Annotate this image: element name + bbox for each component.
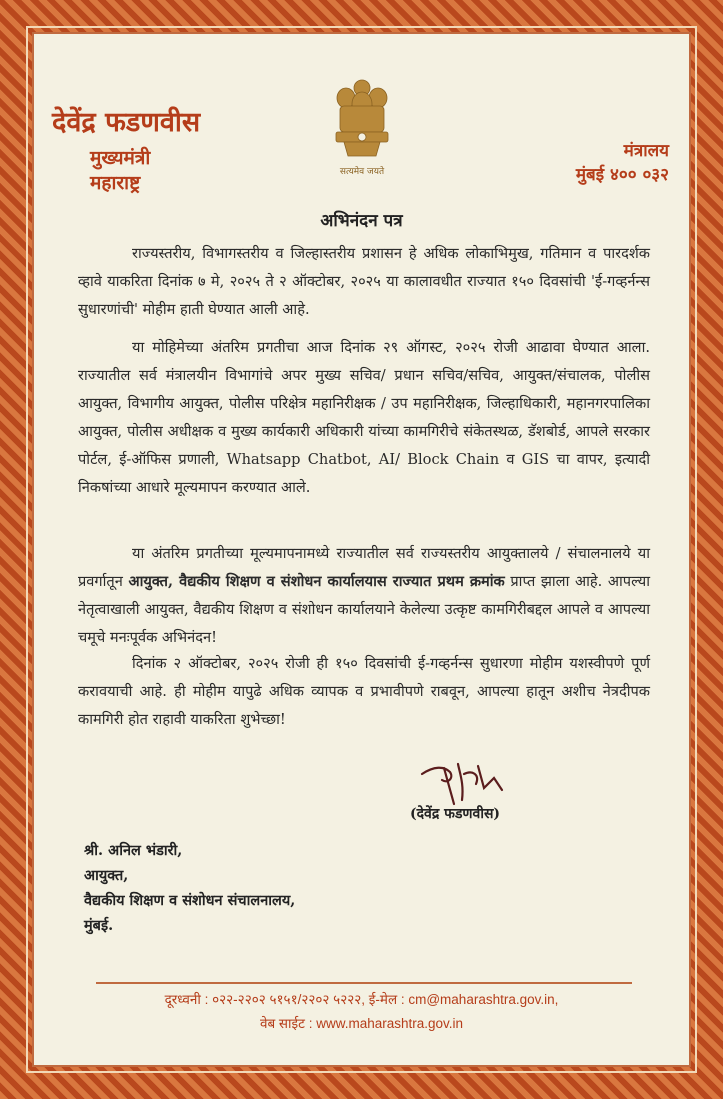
- sender-name: देवेंद्र फडणवीस: [52, 107, 201, 138]
- paragraph-3: [78, 540, 650, 652]
- signer-name: (देवेंद्र फडणवीस): [410, 806, 501, 822]
- footer-website: वेब साईट : www.maharashtra.gov.in: [259, 1016, 464, 1031]
- state-emblem-icon: [326, 76, 398, 182]
- sender-designation: मुख्यमंत्री: [90, 147, 151, 169]
- addressee-office: वैद्यकीय शिक्षण व संशोधन संचालनालय,: [84, 892, 296, 909]
- addressee-title: आयुक्त,: [84, 867, 129, 884]
- paragraph-3-part-b: प्राप्त झाला आहे. आपल्या नेतृत्वाखाली आयुक्त, वैद्यकीय शिक्षण व संशोधन कार्यालयाने केलेल्या उत्कृष्ट कामगिरीबद्दल आपले व आपल्या चमूचे मनःपूर्वक अभिनंदन!: [78, 573, 650, 646]
- office-city-pin: मुंबई ४०० ०३२: [575, 165, 669, 185]
- paragraph-3-highlight: आयुक्त, वैद्यकीय शिक्षण व संशोधन कार्यालयास राज्यात प्रथम क्रमांक: [128, 573, 505, 590]
- emblem-motto: सत्यमेव जयते: [339, 167, 385, 177]
- paragraph-4: दिनांक २ ऑक्टोबर, २०२५ रोजी ही १५० दिवसांची ई-गव्हर्नन्स सुधारणा मोहीम यशस्वीपणे पूर्ण करावयाची आहे. ही मोहीम यापुढे अधिक व्यापक व प्रभावीपणे राबवून, आपल्या हातून अशीच नेत्रदीपक कामगिरी होत राहावी याकरिता शुभेच्छा!: [78, 655, 650, 728]
- footer-divider: [96, 982, 632, 984]
- paragraph-2: या मोहिमेच्या अंतरिम प्रगतीचा आज दिनांक २९ ऑगस्ट, २०२५ रोजी आढावा घेण्यात आला. राज्यातील सर्व मंत्रालयीन विभागांचे अपर मुख्य सचिव/ प्रधान सचिव/सचिव, आयुक्त/संचालक, पोलीस आयुक्त, विभागीय आयुक्त, पोलीस परिक्षेत्र महानिरीक्षक / उप महानिरीक्षक, जिल्हाधिकारी, महानगरपालिका आयुक्त, पोलीस अधीक्षक व मुख्य कार्यकारी अधिकारी यांच्या कामगिरीचे संकेतस्थळ, डॅशबोर्ड, आपले सरकार पोर्टल, ई-ऑफिस प्रणाली, Whatsapp Chatbot, AI/ Block Chain व GIS चा वापर, इत्यादी निकषांच्या आधारे मूल्यमापन करण्यात आले.: [78, 339, 650, 496]
- addressee-name: श्री. अनिल भंडारी,: [84, 842, 183, 859]
- letter-title: अभिनंदन पत्र: [320, 211, 403, 231]
- addressee-block: [84, 838, 295, 938]
- sender-state: महाराष्ट्र: [90, 172, 141, 194]
- office-name: मंत्रालय: [623, 141, 669, 161]
- letter-page: [32, 32, 691, 1067]
- addressee-city: मुंबई.: [84, 917, 114, 934]
- footer-contact: दूरध्वनी : ०२२-२२०२ ५१५१/२२०२ ५२२२, ई-मेल : cm@maharashtra.gov.in,: [164, 992, 559, 1007]
- paragraph-3-part-a: या अंतरिम प्रगतीच्या मूल्यमापनामध्ये राज्यातील सर्व राज्यस्तरीय आयुक्तालये / संचालनालये या प्रवर्गातून: [78, 545, 650, 590]
- paragraph-1: राज्यस्तरीय, विभागस्तरीय व जिल्हास्तरीय प्रशासन हे अधिक लोकाभिमुख, गतिमान व पारदर्शक व्हावे याकरिता दिनांक ७ मे, २०२५ ते २ ऑक्टोबर, २०२५ या कालावधीत राज्यात १५० दिवसांची 'ई-गव्हर्नन्स सुधारणांची' मोहीम हाती घेण्यात आली आहे.: [78, 245, 650, 318]
